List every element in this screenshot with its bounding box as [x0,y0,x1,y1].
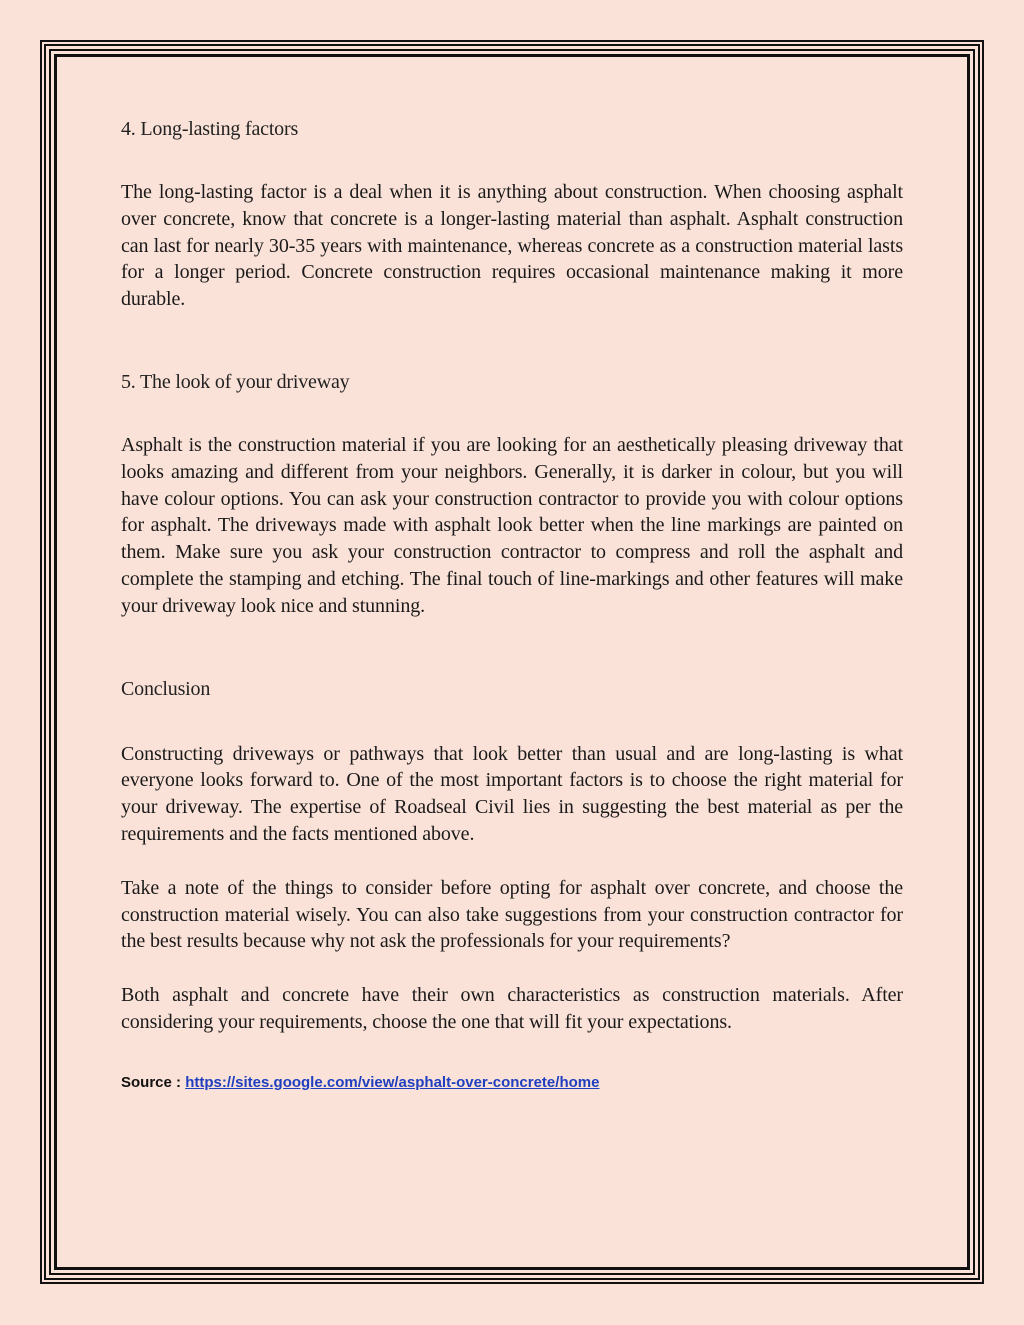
heading-long-lasting-factors: 4. Long-lasting factors [121,118,299,140]
paragraph-look-of-driveway: Asphalt is the construction material if you are looking for an aesthetically pleasing driveway that looks amazing and different from your neighbors. Generally, it is darker in colour, but you will have colour options. You can ask your construction contractor to provide you with colour options for asphalt. The driveways made with asphalt look better when the line markings are painted on them. Make sure you ask your construction contractor to compress and roll the asphalt and complete the stamping and etching. The final touch of line-markings and other features will make your driveway look nice and stunning. [121,433,903,617]
heading-look-of-driveway: 5. The look of your driveway [121,370,350,393]
paragraph-conclusion-3: Both asphalt and concrete have their own characteristics as construction materials. After considering your requirements, choose the one that will fit your expectations. [121,984,903,1033]
heading-conclusion: Conclusion [121,677,211,700]
source-line [121,1074,903,1091]
source-link[interactable]: https://sites.google.com/view/asphalt-over-concrete/home [185,1073,600,1091]
source-label: Source : [121,1073,186,1091]
paragraph-conclusion-1: Constructing driveways or pathways that look better than usual and are long-lasting is what everyone looks forward to. One of the most important factors is to choose the right material for your driveway. The expertise of Roadseal Civil lies in suggesting the best material as per the requirements and the facts mentioned above. [121,742,903,845]
document-body [121,118,903,1091]
paragraph-conclusion-2: Take a note of the things to consider before opting for asphalt over concrete, and choose the construction material wisely. You can also take suggestions from your construction contractor for the best results because why not ask the professionals for your requirements? [121,876,903,953]
paragraph-long-lasting: The long-lasting factor is a deal when it is anything about construction. When choosing asphalt over concrete, know that concrete is a longer-lasting material than asphalt. Asphalt construction can last for nearly 30-35 years with maintenance, whereas concrete as a construction material lasts for a longer period. Concrete construction requires occasional maintenance making it more durable. [121,181,903,311]
